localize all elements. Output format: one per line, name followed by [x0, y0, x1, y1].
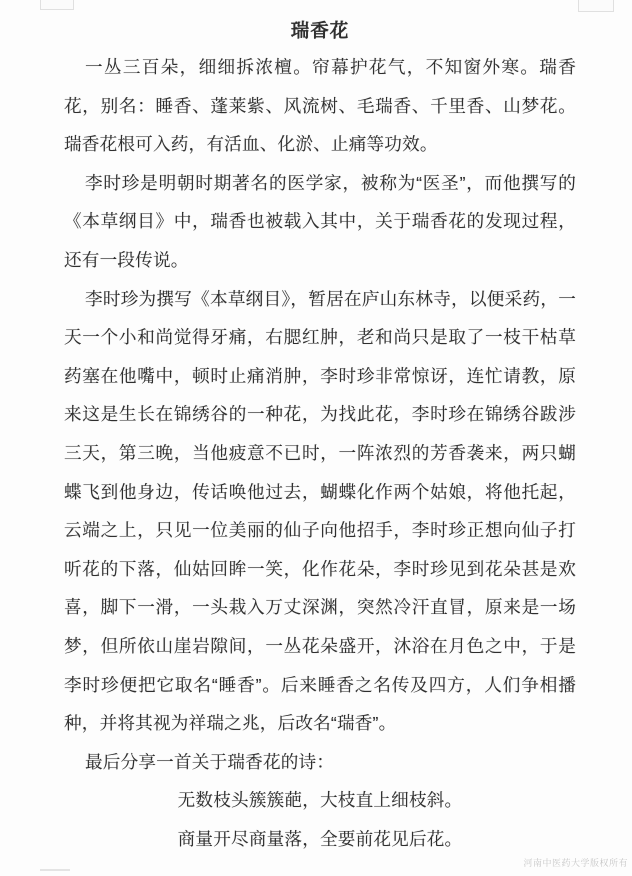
- poem-line-1: 无数枝头簇簇葩，大枝直上细枝斜。: [177, 790, 463, 811]
- document-title: 瑞香花: [290, 20, 350, 41]
- page-edge-artifact-bottom-left: [40, 869, 70, 871]
- page-edge-artifact-top-right: [578, 0, 614, 12]
- paragraph-lishizhen-intro: 李时珍是明朝时期著名的医学家，被称为“医圣”，而他撰写的《本草纲目》中，瑞香也被载入其中，关于瑞香花的发现过程，还有一段传说。: [64, 172, 576, 270]
- paragraph-flower-intro: 一丛三百朵，细细拆浓檀。帘幕护花气，不知窗外寒。瑞香花，别名：睡香、蓬莱紫、风流树、毛瑞香、千里香、山梦花。瑞香花根可入药，有活血、化淤、止痛等功效。: [64, 57, 576, 155]
- page-edge-artifact-top-left: [40, 0, 74, 10]
- paragraph-legend-story: 李时珍为撰写《本草纲目》，暂居在庐山东林寺，以便采药，一天一个小和尚觉得牙痛，右腮红肿，老和尚只是取了一枝干枯草药塞在他嘴中，顿时止痛消肿，李时珍非常惊讶，连忙请教，原来这是生长在锦绣谷的一种花，为找此花，李时珍在锦绣谷跋涉三天，第三晚，当他疲意不已时，一阵浓烈的芳香袭来，两只蝴蝶飞到他身边，传话唤他过去，蝴蝶化作两个姑娘，将他托起，云端之上，只见一位美丽的仙子向他招手，李时珍正想向仙子打听花的下落，仙姑回眸一笑，化作花朵，李时珍见到花朵甚是欢喜，脚下一滑，一头栽入万丈深渊，突然冷汗直冒，原来是一场梦，但所依山崖岩隙间，一丛花朵盛开，沐浴在月色之中，于是李时珍便把它取名“睡香”。后来睡香之名传及四方，人们争相播种，并将其视为祥瑞之兆，后改名“瑞香”。: [64, 288, 576, 734]
- watermark-text: 河南中医药大学版权所有: [523, 858, 628, 868]
- poem-line-2: 商量开尽商量落，全要前花见后花。: [177, 828, 463, 849]
- paragraph-poem-intro: 最后分享一首关于瑞香花的诗：: [85, 751, 335, 772]
